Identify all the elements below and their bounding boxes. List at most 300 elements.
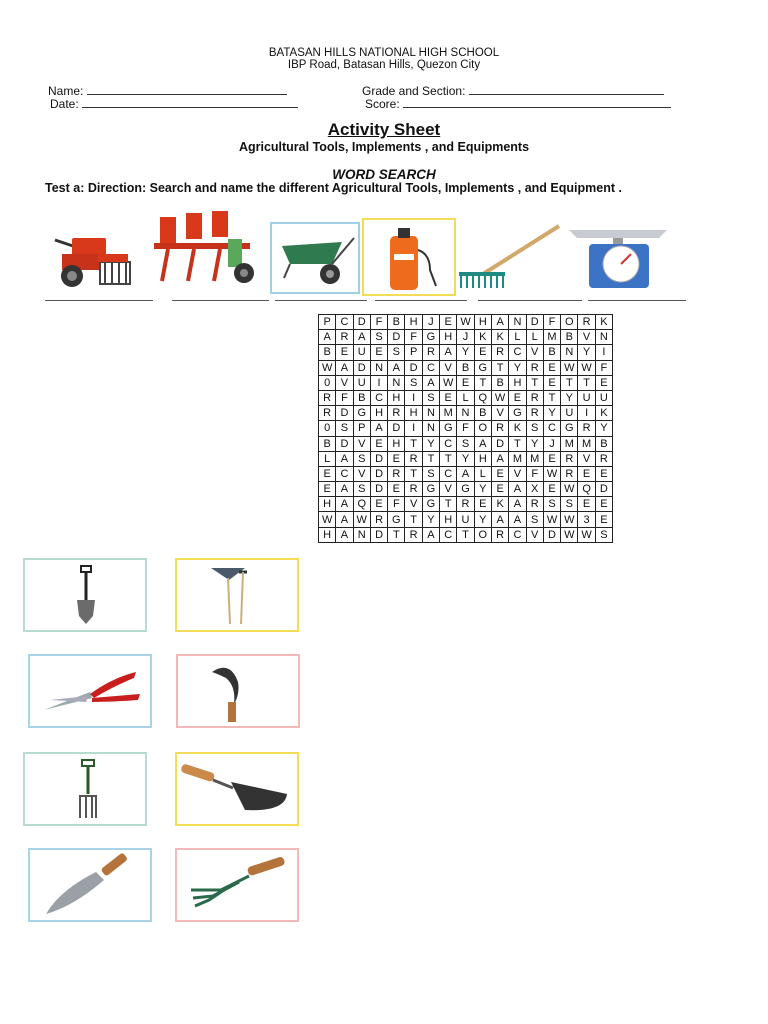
grid-cell[interactable]: W (561, 482, 578, 497)
grid-cell[interactable]: S (388, 345, 405, 360)
weighing-scale-image (565, 222, 671, 297)
grid-row (319, 315, 613, 330)
grid-cell[interactable]: E (440, 390, 457, 405)
grid-cell[interactable]: A (491, 512, 508, 527)
grid-cell[interactable]: A (422, 375, 439, 390)
grid-cell[interactable]: V (526, 345, 543, 360)
grid-cell[interactable]: N (457, 406, 474, 421)
grid-cell[interactable]: H (509, 375, 526, 390)
grid-cell[interactable]: T (457, 527, 474, 542)
grid-cell[interactable]: O (561, 315, 578, 330)
grid-cell[interactable]: P (319, 315, 336, 330)
grid-cell[interactable]: W (491, 390, 508, 405)
grid-cell[interactable]: T (405, 436, 422, 451)
grid-cell[interactable]: E (543, 482, 560, 497)
grid-cell[interactable]: U (595, 390, 612, 405)
grid-cell[interactable]: A (319, 330, 336, 345)
grid-cell[interactable]: M (440, 406, 457, 421)
grid-cell[interactable]: C (509, 527, 526, 542)
grid-cell[interactable]: E (457, 375, 474, 390)
school-address: IBP Road, Batasan Hills, Quezon City (287, 59, 481, 71)
grid-cell[interactable]: K (595, 406, 612, 421)
grid-cell[interactable]: R (491, 527, 508, 542)
grid-cell[interactable]: A (457, 466, 474, 481)
grid-cell[interactable]: C (422, 360, 439, 375)
grid-cell[interactable]: S (561, 497, 578, 512)
grid-cell[interactable]: V (440, 360, 457, 375)
grid-cell[interactable]: T (440, 497, 457, 512)
answer-line-3[interactable] (275, 300, 367, 301)
grid-cell[interactable]: Y (474, 512, 491, 527)
grid-cell[interactable]: E (319, 482, 336, 497)
grid-cell[interactable]: R (405, 451, 422, 466)
card-rakes (175, 558, 299, 632)
grid-cell[interactable]: Q (578, 482, 595, 497)
card-sickle (176, 654, 300, 728)
grid-cell[interactable]: T (491, 360, 508, 375)
grid-cell[interactable]: B (543, 345, 560, 360)
answer-line-4[interactable] (375, 300, 467, 301)
grid-cell[interactable]: T (578, 375, 595, 390)
grid-cell[interactable]: E (319, 466, 336, 481)
grid-cell[interactable]: S (526, 421, 543, 436)
grid-cell[interactable]: E (370, 436, 387, 451)
grid-cell[interactable]: Y (526, 436, 543, 451)
grid-cell[interactable]: H (405, 315, 422, 330)
grid-cell[interactable]: D (388, 421, 405, 436)
grid-cell[interactable]: B (474, 406, 491, 421)
grid-cell[interactable]: L (474, 466, 491, 481)
grid-row (319, 497, 613, 512)
grid-cell[interactable]: J (422, 315, 439, 330)
grid-cell[interactable]: U (353, 375, 370, 390)
grid-cell[interactable]: D (595, 482, 612, 497)
grid-cell[interactable]: 0 (319, 421, 336, 436)
bolo-knife-icon (30, 850, 150, 920)
grid-cell[interactable]: S (353, 451, 370, 466)
grid-cell[interactable]: Q (353, 497, 370, 512)
grid-cell[interactable]: T (543, 390, 560, 405)
grid-cell[interactable]: W (319, 360, 336, 375)
grid-cell[interactable]: E (388, 482, 405, 497)
grid-cell[interactable]: Y (422, 512, 439, 527)
grid-cell[interactable]: M (509, 451, 526, 466)
grid-cell[interactable]: R (595, 451, 612, 466)
score-label: Score: (365, 97, 400, 111)
grid-cell[interactable]: B (353, 390, 370, 405)
grid-cell[interactable]: W (561, 360, 578, 375)
grid-cell[interactable]: Y (561, 390, 578, 405)
grid-cell[interactable]: F (543, 315, 560, 330)
grid-cell[interactable]: Y (509, 360, 526, 375)
grid-cell[interactable]: R (526, 406, 543, 421)
grid-cell[interactable]: A (336, 527, 353, 542)
grid-cell[interactable]: W (578, 360, 595, 375)
grid-cell[interactable]: R (578, 421, 595, 436)
grid-cell[interactable]: R (388, 466, 405, 481)
word-search-title: WORD SEARCH (332, 167, 436, 182)
grid-cell[interactable]: N (370, 360, 387, 375)
date-field[interactable] (50, 96, 298, 111)
grid-cell[interactable]: A (509, 482, 526, 497)
grid-cell[interactable]: D (526, 315, 543, 330)
grid-cell[interactable]: U (353, 345, 370, 360)
grid-cell[interactable]: F (388, 497, 405, 512)
grid-cell[interactable]: X (526, 482, 543, 497)
grid-cell[interactable]: V (405, 497, 422, 512)
grid-cell[interactable]: W (561, 512, 578, 527)
grid-cell[interactable]: E (370, 497, 387, 512)
grid-cell[interactable]: I (405, 421, 422, 436)
grid-cell[interactable]: C (440, 436, 457, 451)
grid-cell[interactable]: 3 (578, 512, 595, 527)
grid-cell[interactable]: K (491, 497, 508, 512)
grid-cell[interactable]: T (561, 375, 578, 390)
grid-cell[interactable]: D (353, 360, 370, 375)
grid-cell[interactable]: B (388, 315, 405, 330)
card-hand-cultivator (175, 848, 299, 922)
grid-cell[interactable]: R (319, 406, 336, 421)
grid-cell[interactable]: W (457, 315, 474, 330)
grid-cell[interactable]: A (509, 512, 526, 527)
grid-cell[interactable]: Y (457, 345, 474, 360)
grid-cell[interactable]: E (543, 360, 560, 375)
grid-cell[interactable]: A (336, 451, 353, 466)
grid-cell[interactable]: R (578, 315, 595, 330)
grid-cell[interactable]: B (561, 330, 578, 345)
grid-cell[interactable]: D (491, 436, 508, 451)
grid-cell[interactable]: D (370, 466, 387, 481)
grid-cell[interactable]: L (526, 330, 543, 345)
grid-cell[interactable]: R (336, 330, 353, 345)
page-title: Activity Sheet (327, 120, 441, 139)
grid-cell[interactable]: B (595, 436, 612, 451)
grid-cell[interactable]: R (491, 345, 508, 360)
answer-line-6[interactable] (588, 300, 686, 301)
grid-cell[interactable]: W (319, 512, 336, 527)
grid-cell[interactable]: E (578, 497, 595, 512)
grid-cell[interactable]: G (509, 406, 526, 421)
grid-cell[interactable]: N (595, 330, 612, 345)
grid-cell[interactable]: 0 (319, 375, 336, 390)
knapsack-sprayer-image (362, 218, 456, 296)
grid-cell[interactable]: S (526, 512, 543, 527)
grid-cell[interactable]: T (509, 436, 526, 451)
grid-cell[interactable]: N (561, 345, 578, 360)
grid-cell[interactable]: V (578, 451, 595, 466)
name-label: Name: (48, 84, 84, 98)
grid-cell[interactable]: H (440, 330, 457, 345)
grid-cell[interactable]: D (405, 360, 422, 375)
grid-cell[interactable]: F (595, 360, 612, 375)
grid-cell[interactable]: V (578, 330, 595, 345)
grid-cell[interactable]: G (388, 512, 405, 527)
hand-tractor-image (50, 218, 135, 301)
grid-row (319, 360, 613, 375)
grid-cell[interactable]: K (474, 330, 491, 345)
grid-cell[interactable]: H (319, 497, 336, 512)
grid-cell[interactable]: A (370, 421, 387, 436)
grid-cell[interactable]: C (336, 466, 353, 481)
grid-cell[interactable]: H (370, 406, 387, 421)
grid-cell[interactable]: C (440, 466, 457, 481)
answer-line-1[interactable] (45, 300, 153, 301)
grid-cell[interactable]: A (336, 482, 353, 497)
grid-cell[interactable]: N (388, 375, 405, 390)
grid-cell[interactable]: D (370, 527, 387, 542)
grid-cell[interactable]: G (422, 482, 439, 497)
grid-cell[interactable]: E (370, 345, 387, 360)
grid-cell[interactable]: F (457, 421, 474, 436)
grid-cell[interactable]: H (405, 406, 422, 421)
grid-row (319, 406, 613, 421)
grid-cell[interactable]: H (440, 512, 457, 527)
grid-cell[interactable]: S (353, 482, 370, 497)
grid-cell[interactable]: T (422, 451, 439, 466)
grid-cell[interactable]: Y (457, 451, 474, 466)
grid-cell[interactable]: A (474, 436, 491, 451)
grid-cell[interactable]: E (595, 466, 612, 481)
card-bolo-knife (28, 848, 152, 922)
grid-cell[interactable]: S (370, 330, 387, 345)
grid-cell[interactable]: K (595, 315, 612, 330)
grid-cell[interactable]: D (370, 482, 387, 497)
grid-cell[interactable]: V (353, 466, 370, 481)
grid-cell[interactable]: N (509, 315, 526, 330)
shovel-icon (25, 560, 145, 630)
grid-cell[interactable]: D (336, 436, 353, 451)
grid-cell[interactable]: R (526, 390, 543, 405)
grid-cell[interactable]: W (440, 375, 457, 390)
grid-cell[interactable]: R (491, 421, 508, 436)
hand-cultivator-icon (177, 850, 297, 920)
grid-cell[interactable]: A (336, 360, 353, 375)
grid-cell[interactable]: A (336, 512, 353, 527)
grid-cell[interactable]: R (526, 360, 543, 375)
grid-cell[interactable]: M (578, 436, 595, 451)
grid-cell[interactable]: A (422, 527, 439, 542)
grid-cell[interactable]: N (422, 406, 439, 421)
grid-cell[interactable]: I (370, 375, 387, 390)
grid-cell[interactable]: B (457, 360, 474, 375)
rake-image (455, 222, 565, 299)
answer-line-2[interactable] (172, 300, 269, 301)
grid-row (319, 451, 613, 466)
grid-cell[interactable]: H (474, 315, 491, 330)
grid-cell[interactable]: N (422, 421, 439, 436)
spading-fork-icon (25, 754, 145, 824)
grid-cell[interactable]: A (491, 315, 508, 330)
grid-cell[interactable]: W (561, 527, 578, 542)
grid-cell[interactable]: R (370, 512, 387, 527)
seed-planter-image (148, 209, 260, 300)
grid-cell[interactable]: R (405, 527, 422, 542)
grid-cell[interactable]: Y (422, 436, 439, 451)
rake-pair-icon (177, 560, 297, 630)
grid-cell[interactable]: S (422, 466, 439, 481)
grid-cell[interactable]: G (457, 482, 474, 497)
grid-cell[interactable]: A (491, 451, 508, 466)
grid-cell[interactable]: T (405, 512, 422, 527)
grid-cell[interactable]: G (422, 497, 439, 512)
grid-cell[interactable]: I (578, 406, 595, 421)
grid-cell[interactable]: T (526, 375, 543, 390)
grid-cell[interactable]: M (561, 436, 578, 451)
grid-cell[interactable]: H (319, 527, 336, 542)
grid-cell[interactable]: U (561, 406, 578, 421)
grid-cell[interactable]: C (543, 421, 560, 436)
grid-cell[interactable]: C (336, 315, 353, 330)
grid-cell[interactable]: R (457, 497, 474, 512)
grade-label: Grade and Section: (362, 84, 466, 98)
grid-cell[interactable]: W (353, 512, 370, 527)
grid-cell[interactable]: E (595, 497, 612, 512)
grid-cell[interactable]: W (543, 512, 560, 527)
grid-cell[interactable]: F (526, 466, 543, 481)
grid-cell[interactable]: E (388, 451, 405, 466)
grid-cell[interactable]: R (388, 406, 405, 421)
grid-cell[interactable]: E (543, 375, 560, 390)
grid-cell[interactable]: Y (595, 421, 612, 436)
grid-row (319, 375, 613, 390)
grid-row (319, 436, 613, 451)
grid-row (319, 345, 613, 360)
grid-cell[interactable]: E (595, 512, 612, 527)
grid-cell[interactable]: E (491, 482, 508, 497)
grid-cell[interactable]: Y (543, 406, 560, 421)
grid-cell[interactable]: B (319, 436, 336, 451)
grid-cell[interactable]: V (353, 436, 370, 451)
grid-cell[interactable]: Y (474, 482, 491, 497)
grid-cell[interactable]: B (491, 375, 508, 390)
grid-cell[interactable]: T (474, 375, 491, 390)
grid-cell[interactable]: C (440, 527, 457, 542)
grid-cell[interactable]: D (388, 330, 405, 345)
grid-cell[interactable]: F (336, 390, 353, 405)
grid-cell[interactable]: P (405, 345, 422, 360)
grid-cell[interactable]: I (405, 390, 422, 405)
grid-cell[interactable]: A (388, 360, 405, 375)
grid-cell[interactable]: L (319, 451, 336, 466)
grid-cell[interactable]: B (319, 345, 336, 360)
grid-row (319, 512, 613, 527)
grid-cell[interactable]: K (491, 330, 508, 345)
grid-cell[interactable]: T (405, 466, 422, 481)
grid-cell[interactable]: W (578, 527, 595, 542)
grid-cell[interactable]: E (474, 497, 491, 512)
school-name: BATASAN HILLS NATIONAL HIGH SCHOOL (268, 47, 500, 59)
direction-text: Test a: Direction: Search and name the different Agricultural Tools, Implements , and Equipment . (45, 181, 622, 195)
grid-cell[interactable]: T (388, 527, 405, 542)
grid-cell[interactable]: V (526, 527, 543, 542)
grid-cell[interactable]: L (457, 390, 474, 405)
score-field[interactable] (365, 96, 671, 111)
grid-cell[interactable]: R (422, 345, 439, 360)
grid-cell[interactable]: R (319, 390, 336, 405)
grid-cell[interactable]: R (405, 482, 422, 497)
grid-cell[interactable]: S (422, 390, 439, 405)
grid-cell[interactable]: A (509, 497, 526, 512)
word-search-grid[interactable] (318, 314, 613, 543)
grid-cell[interactable]: G (353, 406, 370, 421)
grid-cell[interactable]: A (353, 330, 370, 345)
grid-cell[interactable]: S (457, 436, 474, 451)
grid-cell[interactable]: C (370, 390, 387, 405)
grid-cell[interactable]: V (440, 482, 457, 497)
grid-cell[interactable]: W (543, 466, 560, 481)
pruning-shears-icon (30, 656, 150, 726)
grid-cell[interactable]: R (561, 451, 578, 466)
grid-cell[interactable]: G (474, 360, 491, 375)
grid-cell[interactable]: E (491, 466, 508, 481)
grid-cell[interactable]: D (336, 406, 353, 421)
grid-row (319, 421, 613, 436)
grid-cell[interactable]: O (474, 421, 491, 436)
grid-cell[interactable]: M (526, 451, 543, 466)
answer-line-5[interactable] (478, 300, 582, 301)
grid-cell[interactable]: H (388, 390, 405, 405)
grid-row (319, 390, 613, 405)
grid-cell[interactable]: V (491, 406, 508, 421)
grid-cell[interactable]: D (543, 527, 560, 542)
grid-cell[interactable]: M (543, 330, 560, 345)
grid-cell[interactable]: J (543, 436, 560, 451)
grid-cell[interactable]: S (595, 527, 612, 542)
grid-cell[interactable]: E (474, 345, 491, 360)
grid-cell[interactable]: I (595, 345, 612, 360)
grid-cell[interactable]: U (457, 512, 474, 527)
grid-cell[interactable]: P (353, 421, 370, 436)
grid-cell[interactable]: Y (578, 345, 595, 360)
grid-cell[interactable]: D (353, 315, 370, 330)
grid-cell[interactable]: E (509, 390, 526, 405)
grid-cell[interactable]: D (370, 451, 387, 466)
grid-cell[interactable]: A (440, 345, 457, 360)
grid-cell[interactable]: E (543, 451, 560, 466)
grid-cell[interactable]: C (509, 345, 526, 360)
grid-cell[interactable]: H (474, 451, 491, 466)
grid-row (319, 482, 613, 497)
grid-cell[interactable]: G (422, 330, 439, 345)
grid-cell[interactable]: V (509, 466, 526, 481)
grid-cell[interactable]: E (440, 315, 457, 330)
grid-cell[interactable]: E (595, 375, 612, 390)
grid-cell[interactable]: F (370, 315, 387, 330)
grid-cell[interactable]: V (336, 375, 353, 390)
grid-cell[interactable]: H (388, 436, 405, 451)
grid-cell[interactable]: G (440, 421, 457, 436)
grid-cell[interactable]: U (578, 390, 595, 405)
grid-cell[interactable]: S (405, 375, 422, 390)
grid-cell[interactable]: E (336, 345, 353, 360)
grid-cell[interactable]: N (353, 527, 370, 542)
grid-cell[interactable]: S (336, 421, 353, 436)
grid-cell[interactable]: Q (474, 390, 491, 405)
grid-cell[interactable]: E (578, 466, 595, 481)
grid-cell[interactable]: T (440, 451, 457, 466)
grid-cell[interactable]: J (457, 330, 474, 345)
grid-cell[interactable]: A (336, 497, 353, 512)
grid-cell[interactable]: K (509, 421, 526, 436)
grid-cell[interactable]: R (526, 497, 543, 512)
sickle-icon (178, 656, 298, 726)
grid-cell[interactable]: O (474, 527, 491, 542)
grid-cell[interactable]: S (543, 497, 560, 512)
grid-cell[interactable]: F (405, 330, 422, 345)
grid-cell[interactable]: G (561, 421, 578, 436)
grid-cell[interactable]: R (561, 466, 578, 481)
grid-cell[interactable]: L (509, 330, 526, 345)
